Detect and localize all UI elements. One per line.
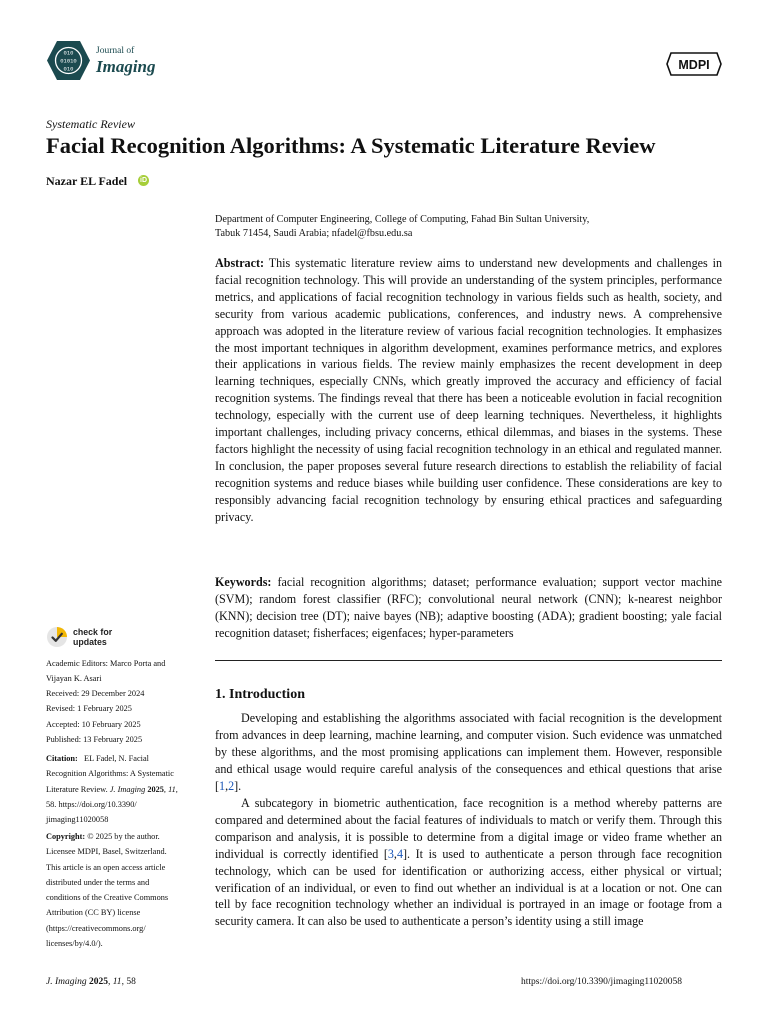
footer-doi-link[interactable]: https://doi.org/10.3390/jimaging11020058 <box>521 977 682 987</box>
copyright-text: This article is an open access article <box>46 862 166 872</box>
affiliation-line: Tabuk 71454, Saudi Arabia; nfadel@fbsu.edu.sa <box>215 228 413 239</box>
citation-link[interactable]: 4 <box>396 846 403 861</box>
affiliation <box>215 213 720 241</box>
paragraph-text: A subcategory in biometric authentication, face recognition is a method whereby patterns are compared and determined about the facial features of individuals to match or verify them. Through this comparison and analysis, it is possible to determine from a digital image or video frame whether an individual is correctly identified [ <box>215 796 722 861</box>
footer-journal: J. Imaging <box>46 977 87 987</box>
section-divider <box>215 660 722 661</box>
intro-paragraph <box>215 710 722 795</box>
citation-block: Citation: EL Fadel, N. Facial Recognition Algorithms: A Systematic Literature Review. J. Imaging 2025, 11, 58. https://doi.org/10.3390/ jimaging11020058 <box>46 751 206 827</box>
copyright-text: © 2025 by the author. <box>87 832 160 841</box>
citation-separator: , <box>225 778 229 793</box>
citation-separator: , <box>393 846 397 861</box>
copyright-text: distributed under the terms and <box>46 877 150 887</box>
copyright-label: Copyright: <box>46 832 86 841</box>
license-link[interactable]: licenses/by/4.0/). <box>46 939 103 949</box>
mdpi-logo-text: MDPI <box>678 58 710 72</box>
check-for-updates-line: check for <box>73 627 113 637</box>
citation-doi[interactable]: jimaging11020058 <box>46 815 109 825</box>
check-for-updates-label <box>73 627 112 647</box>
abstract-text: This systematic literature review aims to understand new developments and challenges in facial recognition technology. This will provide an understanding of the system principles, performance metrics, and applications of facial recognition technology in various fields such as health, society, and security from various academic publications, conferences, and industry news. A comprehensive approach was adopted in the literature review of various facial recognition technologies. It emphasizes the most important techniques in algorithm development, examines performance metrics, and explores their applications in various fields. The review mainly emphasizes the recent development in deep learning techniques, especially CNNs, which greatly improved the accuracy and efficiency of facial recognition systems. The findings reveal that there has been a noticeable evolution in facial recognition technology, especially with the current use of deep learning techniques. Nevertheless, it highlights important challenges, including privacy concerns, ethical dilemmas, and biases in the systems. These factors highlight the necessity of using facial recognition technology in an ethical and regulated manner. In conclusion, the paper proposes several future research directions to establish the reliability of facial recognition systems and reduce biases while building user confidence. These considerations are key to responsibly advancing facial recognition technology by ensuring ethical practices and safeguarding privacy. <box>215 256 722 524</box>
check-for-updates-button[interactable] <box>46 626 136 650</box>
editors-line: Vijayan K. Asari <box>46 674 102 684</box>
page-title: Facial Recognition Algorithms: A Systematic Literature Review <box>46 133 656 158</box>
section-heading: 1. Introduction <box>215 687 305 702</box>
date-received: Received: 29 December 2024 <box>46 689 145 698</box>
intro-paragraph <box>215 795 722 930</box>
orcid-icon[interactable]: iD <box>140 177 147 184</box>
abstract-label: Abstract: <box>215 256 265 270</box>
footer-year: 2025 <box>89 977 109 987</box>
paragraph-text: ]. <box>234 778 242 793</box>
date-revised: Revised: 1 February 2025 <box>46 704 132 714</box>
citation-text: Literature Review. <box>46 784 110 794</box>
date-accepted: Accepted: 10 February 2025 <box>46 719 141 729</box>
keywords <box>215 574 722 642</box>
footer-volume: 11 <box>112 977 122 987</box>
copyright-text: Attribution (CC BY) license <box>46 908 141 918</box>
publication-dates <box>46 686 206 747</box>
citation-link[interactable]: 3 <box>387 846 394 861</box>
citation-link[interactable]: 1 <box>219 778 226 793</box>
abstract <box>215 255 722 526</box>
keywords-label: Keywords: <box>215 575 272 589</box>
logo-digits: 01010 <box>60 57 77 65</box>
citation-text: Recognition Algorithms: A Systematic <box>46 769 174 779</box>
affiliation-line: Department of Computer Engineering, College of Computing, Fahad Bin Sultan University, <box>215 214 590 225</box>
footer-article-number: 58 <box>126 977 136 987</box>
citation-volume: 11 <box>168 784 176 794</box>
license-link[interactable]: (https://creativecommons.org/ <box>46 923 146 933</box>
copyright-block <box>46 829 206 951</box>
citation-label: Citation: <box>46 754 78 763</box>
citation-text: EL Fadel, N. Facial <box>84 754 149 763</box>
paragraph-text: Developing and establishing the algorithms associated with facial recognition is the development from advances in deep learning, machine learning, and computer vision. Such evidence was unmatched by these algorithms, and the most promising applications can implement them. However, responsible and ethical usage would require careful analysis of the consequences and ethical questions that arise [ <box>215 711 722 793</box>
mdpi-logo[interactable] <box>666 50 722 78</box>
citation-year: 2025 <box>147 784 164 794</box>
copyright-text: conditions of the Creative Commons <box>46 893 169 903</box>
journal-name: Imaging <box>96 57 156 76</box>
journal-of-label: Journal of <box>96 46 135 56</box>
author-name[interactable]: Nazar EL Fadel <box>46 174 128 188</box>
logo-digits: 010 <box>63 65 74 73</box>
keywords-text: facial recognition algorithms; dataset; performance evaluation; support vector machine (SVM); random forest classifier (RFC); convolutional neural network (CNN); k-nearest neighbor (KNN); decision tree (DT); naive bayes (NB); adaptive boosting (ADA); gradient boosting; yale facial recognition dataset; fisherfaces; eigenfaces; hyper-parameters <box>215 575 723 640</box>
citation-journal: J. Imaging <box>109 784 146 794</box>
citation-doi[interactable]: 58. https://doi.org/10.3390/ <box>46 799 137 809</box>
logo-digits: 010 <box>63 49 74 57</box>
academic-editors <box>46 656 206 687</box>
check-for-updates-icon <box>46 626 68 648</box>
citation-link[interactable]: 2 <box>228 778 235 793</box>
footer-citation: J. Imaging 2025, 11, 58 <box>46 977 136 987</box>
article-type: Systematic Review <box>46 117 135 131</box>
copyright-text: Licensee MDPI, Basel, Switzerland. <box>46 847 167 857</box>
paragraph-text: ]. It is used to authenticate a person through face recognition technology, which can be used for identification or authorizing access, either physical or virtual; verification of an individual, or even to find out whether an individual is at a location or not. One can tell by face recognition technology whether an individual is portrayed in an image or footage from a security camera. It can also be used to authenticate a person’s identity using a still image <box>215 846 722 929</box>
editors-line: Academic Editors: Marco Porta and <box>46 659 166 668</box>
journal-imaging-logo <box>46 40 91 81</box>
date-published: Published: 13 February 2025 <box>46 734 143 744</box>
check-for-updates-line: updates <box>73 637 107 647</box>
